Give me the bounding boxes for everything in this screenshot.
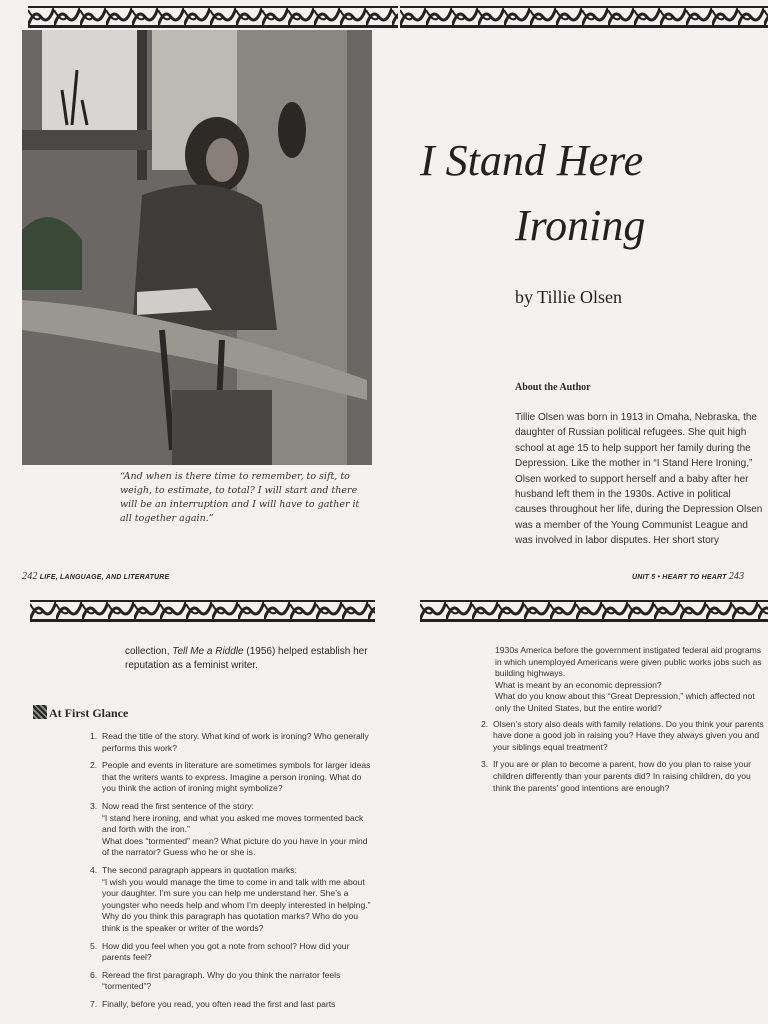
section-ornament-icon [33, 705, 47, 719]
question-text: Finally, before you read, you often read the first and last parts [102, 998, 336, 1009]
question-text: Read the title of the story. What kind of work is ironing? Who generally performs this work? [102, 731, 369, 753]
question-number: 3. [481, 759, 489, 770]
about-author-heading: About the Author [515, 382, 591, 393]
question-text: Olsen’s story also deals with family relations. Do you think your parents have done a good job in raising you? Have they always given you and your siblings equal treatment? [493, 718, 764, 752]
bottom-left-ornament-border [30, 600, 375, 622]
question-number: 7. [90, 998, 98, 1009]
question-text: How did you feel when you got a note from school? How did your parents feel? [102, 940, 350, 963]
folio-left [22, 571, 169, 582]
question-text: If you are or plan to become a parent, how do you plan to raise your children differently than your parents did? In raising children, do you think the parents’ good intentions are enough? [493, 759, 751, 793]
question-item [90, 865, 372, 935]
photo-woman-ironing [22, 30, 372, 465]
folio-left-text: LIFE, LANGUAGE, AND LITERATURE [39, 574, 170, 581]
top-left-ornament-border [28, 6, 398, 28]
question-item [90, 760, 372, 795]
questions-left-list [90, 731, 372, 1016]
question-text: Now read the first sentence of the story: “I stand here ironing, and what you asked me moves tormented back and forth with the iron.” What does “tormented” mean? What picture do you have in your mind of the narrator? Guess who he or she is. [102, 800, 368, 858]
questions-right-list [481, 719, 765, 795]
about-author-text: Tillie Olsen was born in 1913 in Omaha, Nebraska, the daughter of Russian political refugees. She quit high school at age 15 to help support her family during the Depression. Like the mother in “I Stand Here Ironing,” Olsen worked to support herself and a baby after her husband left them in the 1930s. Active in political causes throughout her life, during the Depression Olsen was a member of the Young Communist League and was involved in labor disputes. Her short story [515, 412, 763, 547]
question-text: Reread the first paragraph. Why do you think the narrator feels “tormented”? [102, 969, 341, 992]
question-number: 4. [90, 864, 98, 875]
right-column [481, 645, 765, 800]
question-text: People and events in literature are sometimes symbols for larger ideas that the writers wants to express. Imagine a person ironing. What do you think the action of ironing might symbolize? [102, 760, 371, 794]
question-item [90, 970, 372, 993]
question-item [90, 731, 372, 754]
question-item [90, 999, 372, 1011]
continuation-text: collection, Tell Me a Riddle (1956) helped establish her reputation as a feminist writer. [125, 646, 368, 671]
photo-caption: “And when is there time to remember, to sift, to weigh, to estimate, to total? I will start and there will be an interruption and I will have to gather it all together again.” [120, 471, 360, 524]
question-text: The second paragraph appears in quotation marks: “I wish you would manage the time to come in and talk with me about your daughter. I’m sure you can help me understand her. She’s a youngster who needs help and whom I’m deeply interested in helping.” Why do you think this paragraph has quotation marks? Who do you think is the speaker or writer of the words? [102, 864, 371, 933]
right-intro-text: 1930s America before the government instigated federal aid programs in which unemployed Americans were given public works jobs such as building highways. What is meant by an economic depression? What do you know about this “Great Depression,” which affected not only the United States, but the entire world? [495, 645, 762, 713]
question-number: 2. [481, 718, 489, 729]
question-item [90, 941, 372, 964]
folio-right-text: UNIT 5 • HEART TO HEART [632, 574, 727, 581]
page-number-right: 243 [728, 571, 745, 582]
at-first-glance-heading: At First Glance [33, 705, 128, 721]
question-item [481, 759, 765, 794]
page-number-left: 242 [22, 571, 38, 582]
story-title-line1: I Stand Here [420, 136, 644, 185]
byline: by Tillie Olsen [515, 287, 623, 307]
question-number: 5. [90, 940, 98, 951]
question-number: 2. [90, 760, 98, 771]
question-item [90, 801, 372, 859]
question-item [481, 719, 765, 754]
question-number: 3. [90, 800, 98, 811]
folio-right [632, 571, 744, 582]
story-title-line2: Ironing [515, 201, 646, 250]
bottom-right-ornament-border [420, 600, 768, 622]
question-number: 6. [90, 969, 98, 980]
top-right-ornament-border [400, 6, 768, 28]
question-number: 1. [90, 731, 98, 741]
